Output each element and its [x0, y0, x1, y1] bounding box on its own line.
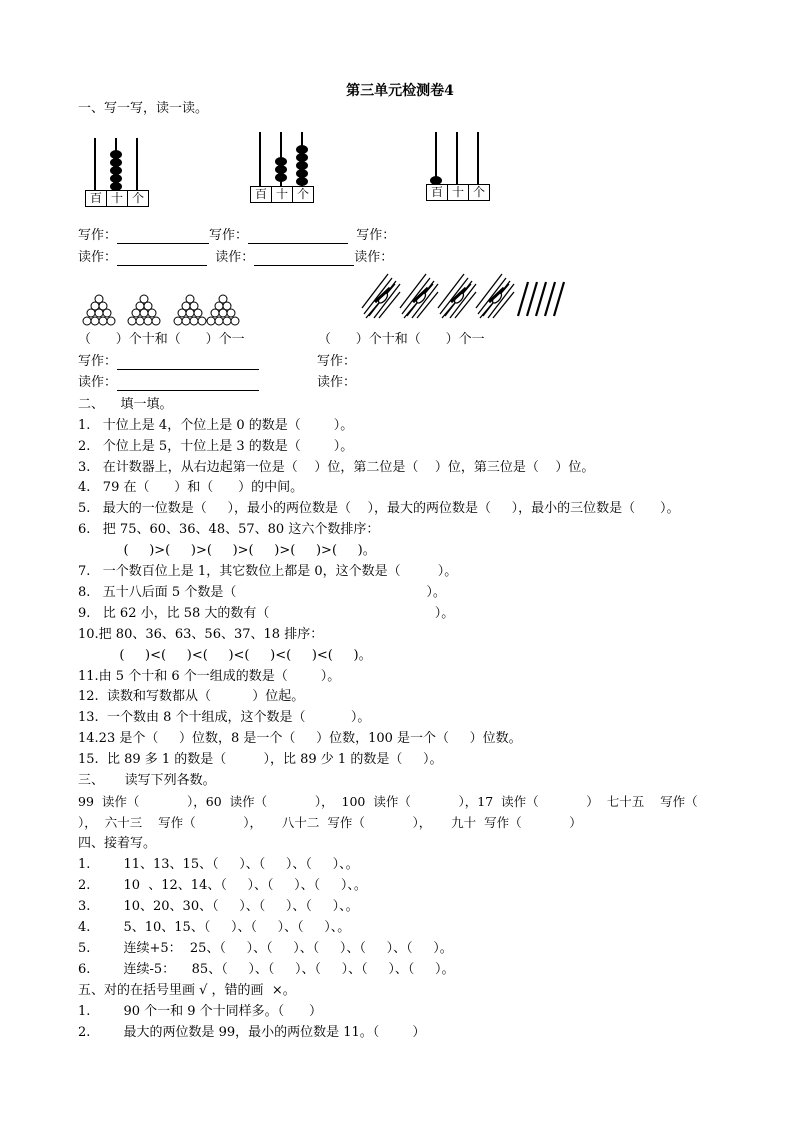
- read-label: 读作：: [78, 375, 118, 390]
- list-item: 15. 比 89 多 1 的数是（ ），比 89 少 1 的数是（ ）。: [78, 752, 443, 767]
- list-item: 9. 比 62 小，比 58 大的数有（ ）。: [78, 606, 455, 621]
- list-item: ( )>( )>( )>( )>( )>( )。: [78, 543, 376, 558]
- list-item: 2. 个位上是 5，十位上是 3 的数是（ ）。: [78, 439, 354, 454]
- tens-label: 十: [448, 185, 469, 200]
- read-row-2: [78, 375, 259, 391]
- write-label: 写作：: [78, 228, 118, 243]
- hundreds-label: 百: [251, 187, 272, 202]
- tens-ones-blank-2: （ ）个十和（ ）个一: [318, 332, 485, 347]
- read-label: 读作：: [78, 250, 118, 265]
- list-item: 2. 10 、12、14、（ ）、（ ）、（ ）、。: [78, 878, 367, 893]
- list-item: 5. 最大的一位数是（ ），最小的两位数是（ ），最大的两位数是（ ），最小的三位数是（ ）。: [78, 501, 680, 516]
- list-item: 4. 79 在（ ）和（ ）的中间。: [78, 480, 304, 495]
- section-2-heading: 二、 填一填。: [78, 397, 173, 412]
- list-item: 6. 把 75、60、36、48、57、80 这六个数排序：: [78, 522, 380, 537]
- list-item: 7. 一个数百位上是 1，其它数位上都是 0，这个数是（ ）。: [78, 564, 458, 579]
- list-item: 3. 在计数器上，从右边起第一位是（ ）位，第二位是（ ）位，第三位是（ ）位。: [78, 460, 595, 475]
- list-item: 4. 5、10、15、（ ）、（ ）、（ ）、。: [78, 920, 351, 935]
- tens-ones-blank-1: （ ）个十和（ ）个一: [78, 332, 245, 347]
- read-label: 读作：: [215, 250, 255, 265]
- stick-bundles-icon: [358, 270, 573, 322]
- abacus-1: [85, 138, 147, 208]
- write-label-2: 写作：: [317, 354, 357, 369]
- section-3-heading: 三、 读写下列各数。: [78, 773, 216, 788]
- list-item: 11.由 5 个十和 6 个一组成的数是（ ）。: [78, 669, 341, 684]
- ones-label: 个: [296, 187, 309, 201]
- list-item: 1. 11、13、15、（ ）、（ ）、（ ）、。: [78, 857, 359, 872]
- hundreds-label: 百: [427, 185, 448, 200]
- ball-pyramid-icon: [80, 294, 118, 330]
- write-label: 写作：: [356, 228, 396, 243]
- read-blank[interactable]: [117, 390, 259, 391]
- section-5-heading: 五、对的在括号里画 √ ，错的画 ×。: [78, 983, 296, 998]
- read-write-line-2: ）， 六十三 写作（ ）， 八十二 写作（ ）， 九十 写作（ ）: [78, 815, 582, 830]
- ball-pyramid-icon: [204, 294, 242, 330]
- section-1-heading: 一、写一写，读一读。: [78, 101, 209, 116]
- list-item: 12. 读数和写数都从（ ）位起。: [78, 689, 305, 704]
- list-item: 5. 连续+5： 25、（ ）、（ ）、（ ）、（ ）、（ ）。: [78, 941, 453, 956]
- list-item: 8. 五十八后面 5 个数是（ ）。: [78, 585, 446, 600]
- list-item: 13. 一个数由 8 个十组成，这个数是（ ）。: [78, 710, 371, 725]
- write-row-1: [78, 228, 395, 244]
- write-blank[interactable]: [117, 369, 259, 370]
- list-item: 1. 90 个一和 9 个十同样多。（ ）: [78, 1004, 322, 1019]
- write-label: 写作：: [78, 354, 118, 369]
- ones-label: 个: [131, 191, 144, 205]
- read-label-2: 读作：: [317, 375, 357, 390]
- tens-label: 十: [272, 187, 293, 202]
- list-item: 1. 十位上是 4，个位上是 0 的数是（ ）。: [78, 418, 354, 433]
- tens-label: 十: [107, 191, 128, 206]
- hundreds-label: 百: [86, 191, 107, 206]
- list-item: 3. 10、20、30、（ ）、（ ）、（ ）、。: [78, 899, 359, 914]
- ball-pyramid-icon: [125, 294, 163, 330]
- write-blank[interactable]: [117, 243, 209, 244]
- list-item: 10.把 80、36、63、56、37、18 排序：: [78, 627, 324, 642]
- page-title: 第三单元检测卷4: [346, 83, 454, 99]
- read-write-line-1: 99 读作（ ），60 读作（ ）， 100 读作（ ），17 读作（ ） 七十五 写作（: [78, 794, 698, 809]
- write-blank[interactable]: [248, 243, 348, 244]
- section-4-heading: 四、接着写。: [78, 836, 157, 851]
- list-item: 6. 连续-5： 85、（ ）、（ ）、（ ）、（ ）、（ ）。: [78, 962, 455, 977]
- list-item: ( )<( )<( )<( )<( )<( )。: [78, 648, 372, 663]
- read-row-1: [78, 250, 393, 266]
- list-item: 14.23 是个（ ）位数，8 是一个（ ）位数，100 是一个（ ）位数。: [78, 731, 522, 746]
- read-blank[interactable]: [254, 265, 354, 266]
- write-label: 写作：: [209, 228, 249, 243]
- read-label: 读作：: [354, 250, 394, 265]
- abacus-2: [250, 132, 312, 204]
- abacus-3: [426, 132, 488, 204]
- write-row-2: [78, 354, 259, 370]
- list-item: 2. 最大的两位数是 99，最小的两位数是 11。（ ）: [78, 1025, 426, 1040]
- ones-label: 个: [472, 185, 485, 199]
- read-blank[interactable]: [117, 265, 207, 266]
